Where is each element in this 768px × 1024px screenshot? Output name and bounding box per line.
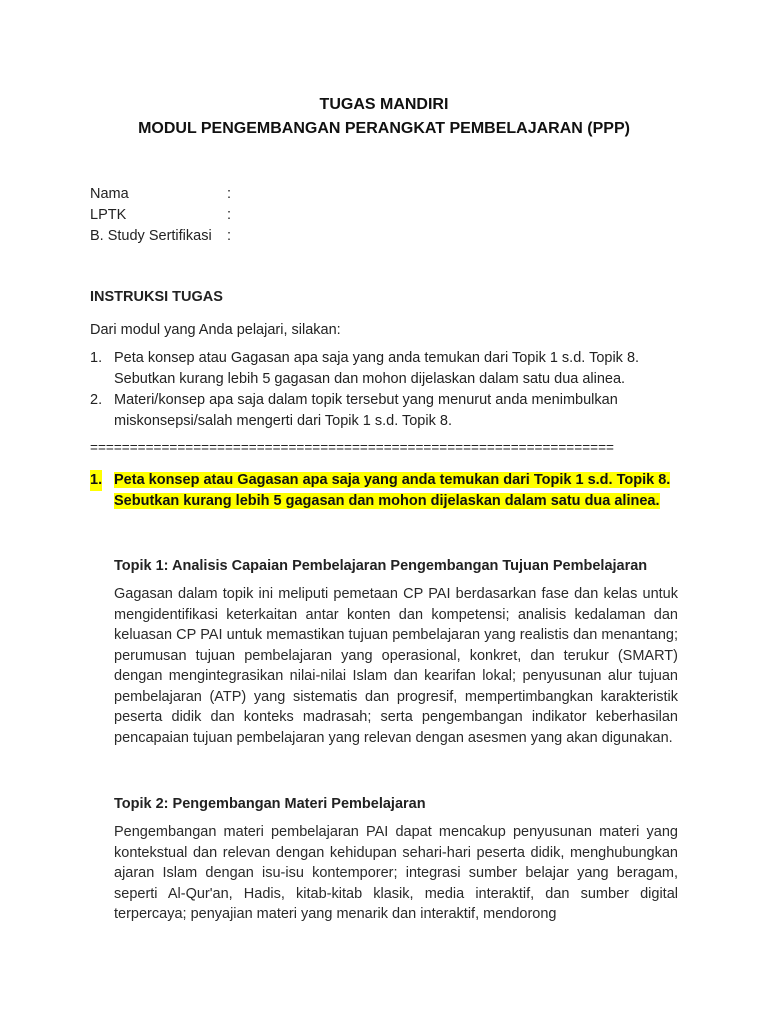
topic-heading: Topik 2: Pengembangan Materi Pembelajaran <box>114 796 426 812</box>
list-text: Materi/konsep apa saja dalam topik tersebut yang menurut anda menimbulkan miskonsepsi/salah mengerti dari Topik 1 s.d. Topik 8. <box>114 392 618 429</box>
topic-heading: Topik 1: Analisis Capaian Pembelajaran Pengembangan Tujuan Pembelajaran <box>114 558 648 574</box>
list-item <box>90 390 690 432</box>
list-item <box>90 348 690 390</box>
instructions-list <box>90 348 690 432</box>
question-text: Peta konsep atau Gagasan apa saja yang anda temukan dari Topik 1 s.d. Topik 8. Sebutkan kurang lebih 5 gagasan dan mohon dijelaskan dalam satu dua alinea. <box>114 472 671 509</box>
highlighted-question <box>90 470 690 512</box>
question-number: 1. <box>90 470 102 491</box>
topic-paragraph: Pengembangan materi pembelajaran PAI dapat mencakup penyusunan materi yang kontekstual dan relevan dengan kehidupan sehari-hari peserta didik, menghubungkan ajaran Islam dengan isu-isu kontemporer; integrasi sumber belajar yang beragam, seperti Al-Qur'an, Hadis, kitab-kitab klasik, media interaktif, dan sumber digital terpercaya; penyajian materi yang menarik dan interaktif, mendorong <box>114 824 678 922</box>
list-number: 1. <box>90 350 103 366</box>
list-number: 2. <box>90 392 103 408</box>
topic-paragraph: Gagasan dalam topik ini meliputi pemetaan CP PAI berdasarkan fase dan kelas untuk mengidentifikasi keterkaitan antar konten dan kompetensi; analisis kedalaman dan keluasan CP PAI untuk memastikan tujuan pembelajaran yang realistis dan menantang; perumusan tujuan pembelajaran yang operasional, konkret, dan terukur (SMART) dengan mengintegrasikan nilai-nilai Islam dan kearifan lokal; penyusunan alur tujuan pembelajaran (ATP) yang sistematis dan progresif, mempertimbangkan karakteristik peserta didik dan konteks madrasah; serta pengembangan indikator keberhasilan pencapaian tujuan pembelajaran yang relevan dengan asesmen yang akan digunakan. <box>114 586 678 746</box>
list-text: Peta konsep atau Gagasan apa saja yang anda temukan dari Topik 1 s.d. Topik 8. Sebutkan kurang lebih 5 gagasan dan mohon dijelaskan dalam satu dua alinea. <box>114 350 640 387</box>
document-subtitle: MODUL PENGEMBANGAN PERANGKAT PEMBELAJARAN (PPP) <box>138 120 630 137</box>
identity-label: B. Study Sertifikasi <box>90 228 212 244</box>
identity-colon: : <box>227 186 232 202</box>
document-title: TUGAS MANDIRI <box>319 96 449 113</box>
identity-colon: : <box>227 228 232 244</box>
instructions-heading: INSTRUKSI TUGAS <box>90 289 223 305</box>
identity-colon: : <box>227 207 232 223</box>
separator-line: ================================================================== <box>90 440 614 455</box>
identity-label: LPTK <box>90 207 127 223</box>
identity-label: Nama <box>90 186 129 202</box>
instructions-intro: Dari modul yang Anda pelajari, silakan: <box>90 322 341 338</box>
